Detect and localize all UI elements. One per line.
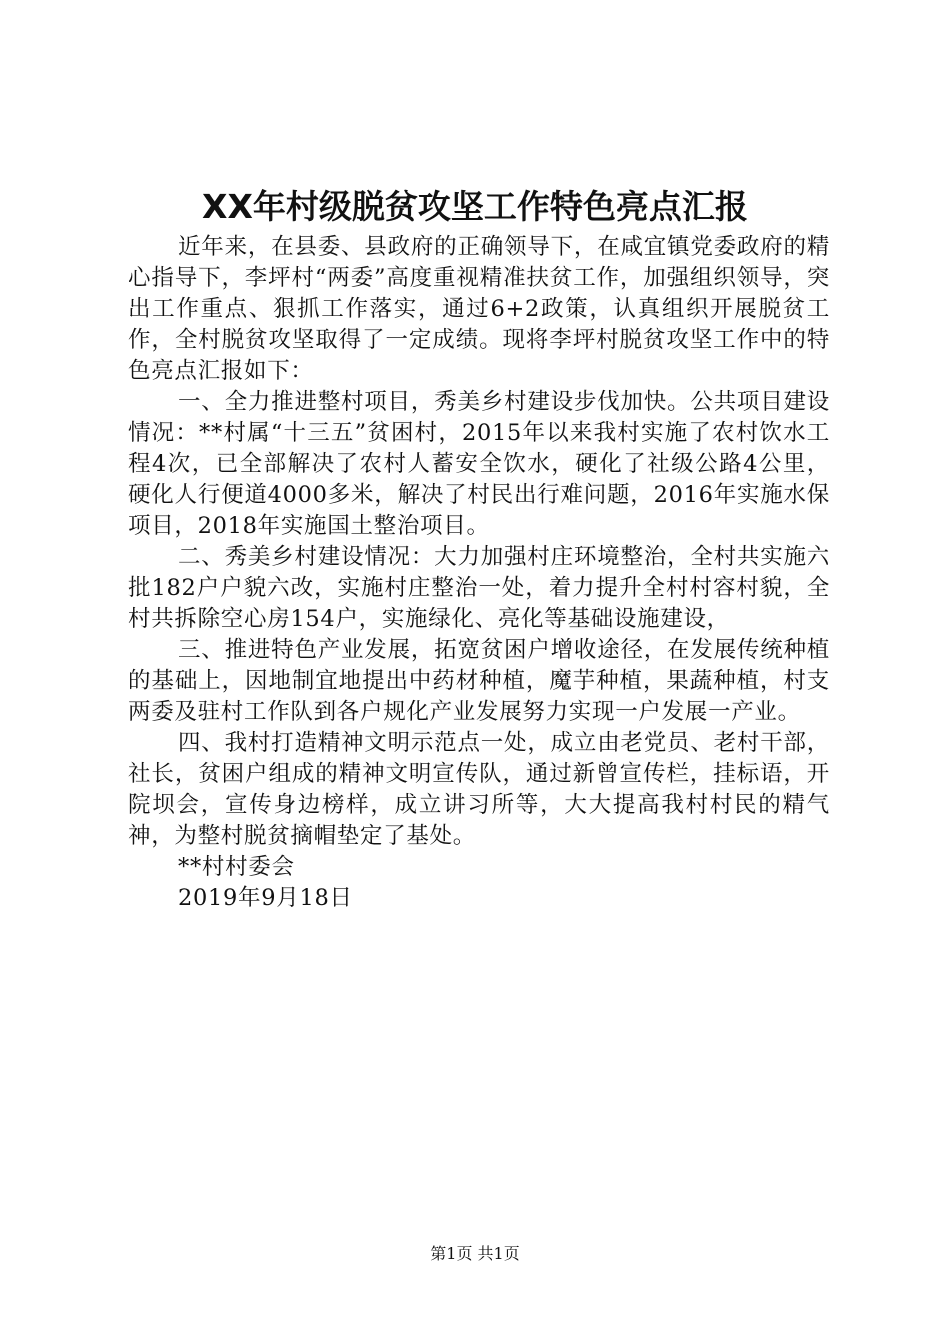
- paragraph-section-2: 二、秀美乡村建设情况：大力加强村庄环境整治，全村共实施六批182户户貌六改，实施村庄整治一处，着力提升全村村容村貌，全村共拆除空心房154户，实施绿化、亮化等基础设施建设，: [128, 544, 830, 632]
- document-date: 2019年9月18日: [178, 885, 353, 911]
- document-body: [128, 232, 830, 914]
- document-title: XX年村级脱贫攻坚工作特色亮点汇报: [202, 187, 748, 226]
- signature: **村村委会: [178, 854, 295, 880]
- paragraph-section-1: 一、全力推进整村项目，秀美乡村建设步伐加快。公共项目建设情况：**村属“十三五”贫困村，2015年以来我村实施了农村饮水工程4次，已全部解决了农村人蓄安全饮水，硬化了社级公路4公里，硬化人行便道4000多米，解决了村民出行难问题，2016年实施水保项目，2018年实施国土整治项目。: [128, 389, 830, 539]
- paragraph-intro: 近年来，在县委、县政府的正确领导下，在咸宜镇党委政府的精心指导下，李坪村“两委”高度重视精准扶贫工作，加强组织领导，突出工作重点、狠抓工作落实，通过6+2政策，认真组织开展脱贫工作，全村脱贫攻坚取得了一定成绩。现将李坪村脱贫攻坚工作中的特色亮点汇报如下：: [128, 234, 830, 384]
- page-footer: 第1页 共1页: [430, 1244, 520, 1263]
- paragraph-section-3: 三、推进特色产业发展，拓宽贫困户增收途径，在发展传统种植的基础上，因地制宜地提出中药材种植，魔芋种植，果蔬种植，村支两委及驻村工作队到各户规化产业发展努力实现一户发展一产业。: [128, 637, 830, 725]
- paragraph-section-4: 四、我村打造精神文明示范点一处，成立由老党员、老村干部，社长，贫困户组成的精神文明宣传队，通过新曾宣传栏，挂标语，开院坝会，宣传身边榜样，成立讲习所等，大大提高我村村民的精气神，为整村脱贫摘帽垫定了基处。: [128, 730, 830, 849]
